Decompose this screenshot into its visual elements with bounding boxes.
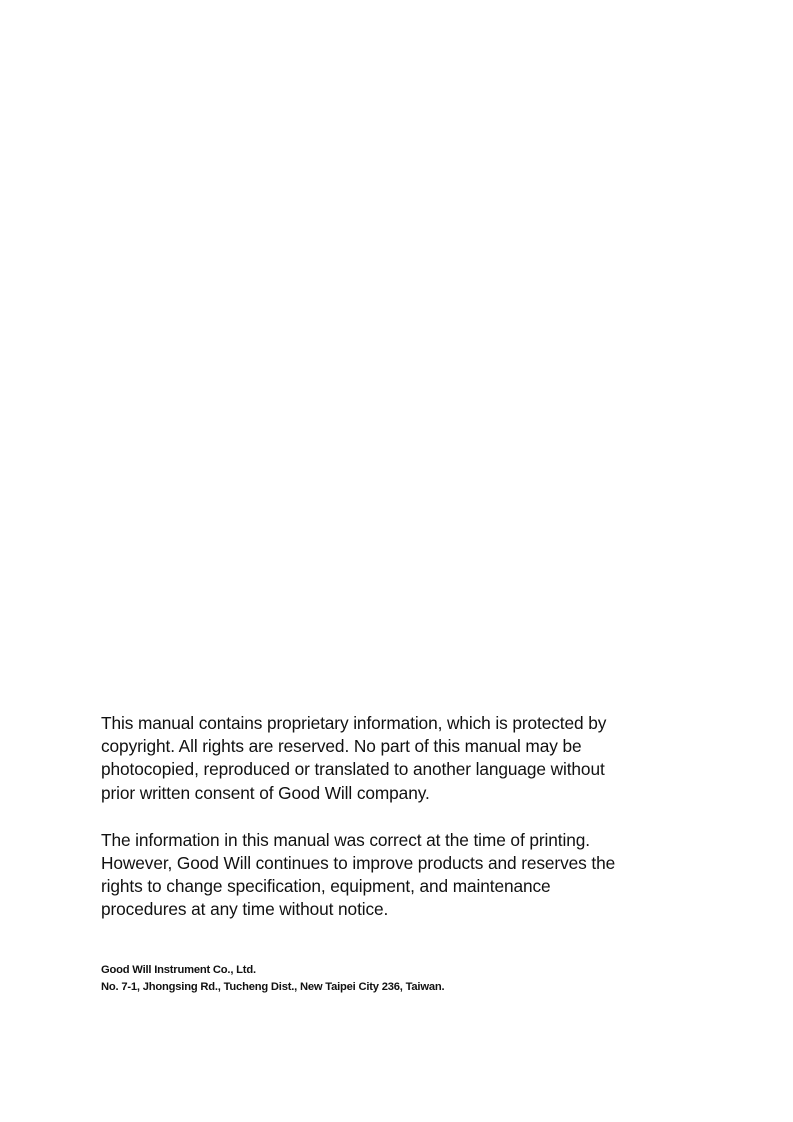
notice-line: photocopied, reproduced or translated to another language without [101,759,605,780]
company-address: No. 7-1, Jhongsing Rd., Tucheng Dist., New Taipei City 236, Taiwan. [101,981,445,993]
notice-line: procedures at any time without notice. [101,899,389,920]
notice-line: copyright. All rights are reserved. No part of this manual may be [101,736,582,757]
notice-line: prior written consent of Good Will company. [101,782,430,803]
copyright-notice [101,712,661,922]
company-address-block [101,962,661,996]
notice-line: This manual contains proprietary information, which is protected by [101,713,607,733]
company-name: Good Will Instrument Co., Ltd. [101,964,256,976]
notice-line: The information in this manual was correct at the time of printing. [101,829,590,850]
proprietary-notice-paragraph [101,712,661,805]
notice-line: However, Good Will continues to improve products and reserves the [101,853,616,874]
notice-line: rights to change specification, equipment, and maintenance [101,876,551,897]
disclaimer-paragraph [101,829,661,922]
